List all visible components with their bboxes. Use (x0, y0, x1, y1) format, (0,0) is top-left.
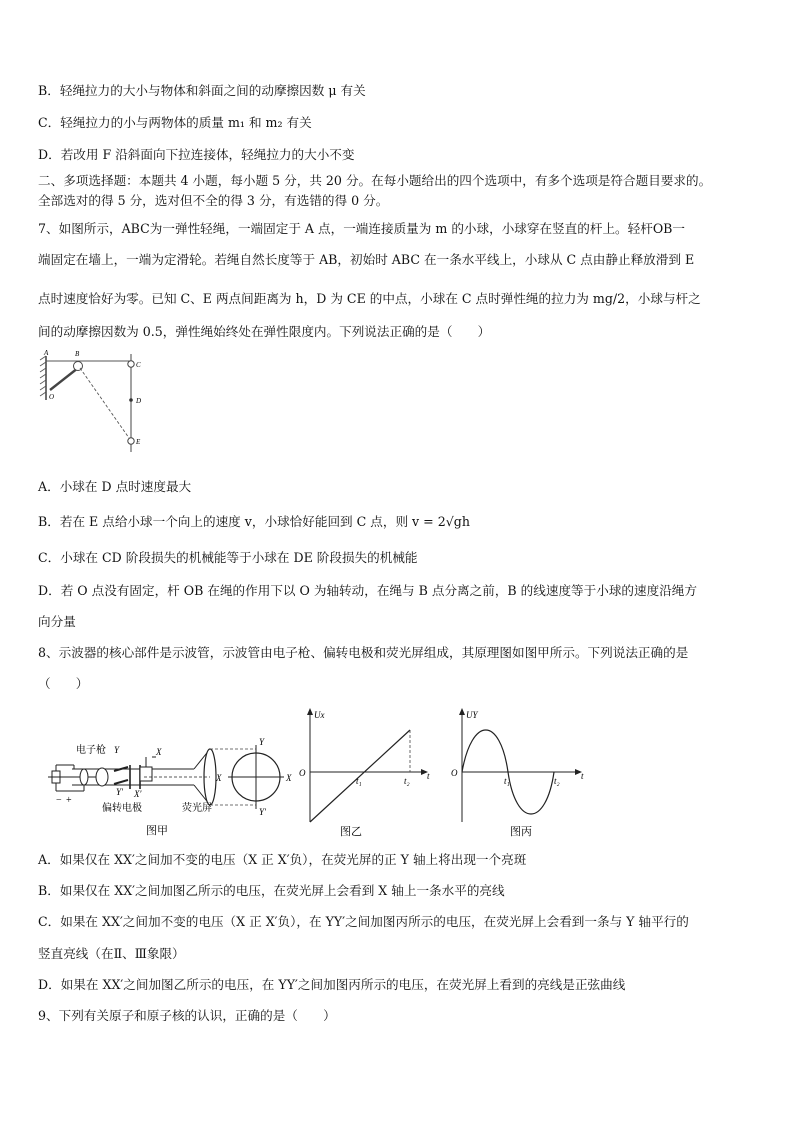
caption-yi: 图乙 (340, 826, 362, 838)
q8-option-c-2: 竖直亮线（在Ⅱ、Ⅲ象限） (38, 946, 185, 961)
q8-figure-yi (294, 702, 439, 840)
section2-instructions-1: 二、多项选择题：本题共 4 小题，每小题 5 分，共 20 分。在每小题给出的四个选项中，有多个选项是符合题目要求的。 (38, 173, 712, 188)
q7-option-d-2: 向分量 (38, 614, 76, 629)
q7-label-e: E (136, 438, 141, 446)
q9-stem: 9、下列有关原子和原子核的认识，正确的是（ ） (38, 1008, 336, 1023)
svg-text:t₁: t₁ (356, 776, 362, 786)
q8-option-c-1: C．如果在 XX′之间加不变的电压（X 正 X′负），在 YY′之间加图丙所示的电压，在荧光屏上会看到一条与 Y 轴平行的 (38, 914, 689, 929)
q8-stem-1: 8、示波器的核心部件是示波管，示波管由电子枪、偏转电极和荧光屏组成，其原理图如图甲所示。下列说法正确的是 (38, 645, 689, 660)
q8-option-a: A．如果仅在 XX′之间加不变的电压（X 正 X′负），在荧光屏的正 Y 轴上将出现一个亮斑 (38, 852, 527, 867)
q7-stem-1: 7、如图所示，ABC为一弹性轻绳，一端固定于 A 点，一端连接质量为 m 的小球，小球穿在竖直的杆上。轻杆OB一 (38, 221, 685, 236)
q7-stem-3: 点时速度恰好为零。已知 C、E 两点间距离为 h，D 为 CE 的中点，小球在 C 点时弹性绳的拉力为 mg/2，小球与杆之 (38, 291, 701, 306)
q7-label-d: D (136, 397, 142, 405)
electrode-label: 偏转电极 (102, 803, 142, 814)
svg-text:t₂: t₂ (554, 776, 560, 786)
svg-text:t₁: t₁ (504, 776, 510, 786)
q7-figure (36, 348, 146, 458)
q8-figure-jia (44, 735, 294, 840)
caption-bing: 图丙 (510, 826, 532, 838)
q8-option-b: B．如果仅在 XX′之间加图乙所示的电压，在荧光屏上会看到 X 轴上一条水平的亮线 (38, 883, 505, 898)
q7-stem-4: 间的动摩擦因数为 0.5，弹性绳始终处在弹性限度内。下列说法正确的是（ ） (38, 324, 491, 339)
q7-option-d-1: D．若 O 点没有固定，杆 OB 在绳的作用下以 O 为轴转动，在绳与 B 点分离之前，B 的线速度等于小球的速度沿绳方 (38, 583, 697, 598)
q7-option-a: A．小球在 D 点时速度最大 (38, 479, 192, 494)
svg-text:UY: UY (466, 710, 478, 720)
svg-text:X′: X′ (134, 789, 142, 799)
svg-text:X: X (156, 747, 162, 757)
svg-text:Y: Y (259, 737, 265, 747)
q7-stem-2: 端固定在墙上，一端为定滑轮。若绳自然长度等于 AB，初始时 ABC 在一条水平线上，小球从 C 点由静止释放滑到 E (38, 252, 695, 267)
q6-option-d: D．若改用 F 沿斜面向下拉连接体，轻绳拉力的大小不变 (38, 147, 355, 162)
q7-label-a: A (44, 349, 49, 357)
q8-stem-2: （ ） (38, 676, 89, 691)
q8-figure-bing (446, 702, 592, 840)
svg-text:O: O (451, 768, 458, 778)
svg-text:Ux: Ux (314, 710, 325, 720)
svg-text:Y′: Y′ (116, 787, 123, 797)
q7-label-o: O (49, 393, 55, 401)
svg-text:X: X (286, 773, 292, 783)
gun-label: 电子枪 (76, 745, 106, 756)
svg-text:Y: Y (114, 745, 120, 755)
q7-label-c: C (136, 361, 141, 369)
caption-jia: 图甲 (146, 825, 168, 837)
svg-text:−: − (56, 795, 62, 806)
q7-option-b: B．若在 E 点给小球一个向上的速度 v，小球恰好能回到 C 点，则 v = 2√gh (38, 514, 470, 529)
q6-option-c: C．轻绳拉力的小与两物体的质量 m₁ 和 m₂ 有关 (38, 115, 312, 130)
section2-instructions-2: 全部选对的得 5 分，选对但不全的得 3 分，有选错的得 0 分。 (38, 193, 389, 208)
svg-text:+: + (66, 795, 72, 806)
svg-text:t: t (427, 771, 430, 781)
svg-text:X: X (216, 773, 222, 783)
screen-label: 荧光屏 (182, 803, 212, 814)
q7-label-b: B (75, 350, 80, 358)
q8-option-d: D．如果在 XX′之间加图乙所示的电压，在 YY′之间加图丙所示的电压，在荧光屏上看到的亮线是正弦曲线 (38, 977, 626, 992)
svg-text:t: t (581, 771, 584, 781)
svg-text:O: O (299, 768, 306, 778)
q6-option-b: B．轻绳拉力的大小与物体和斜面之间的动摩擦因数 μ 有关 (38, 83, 366, 98)
svg-text:Y′: Y′ (259, 807, 266, 817)
svg-text:t₂: t₂ (404, 776, 410, 786)
q7-option-c: C．小球在 CD 阶段损失的机械能等于小球在 DE 阶段损失的机械能 (38, 550, 418, 565)
